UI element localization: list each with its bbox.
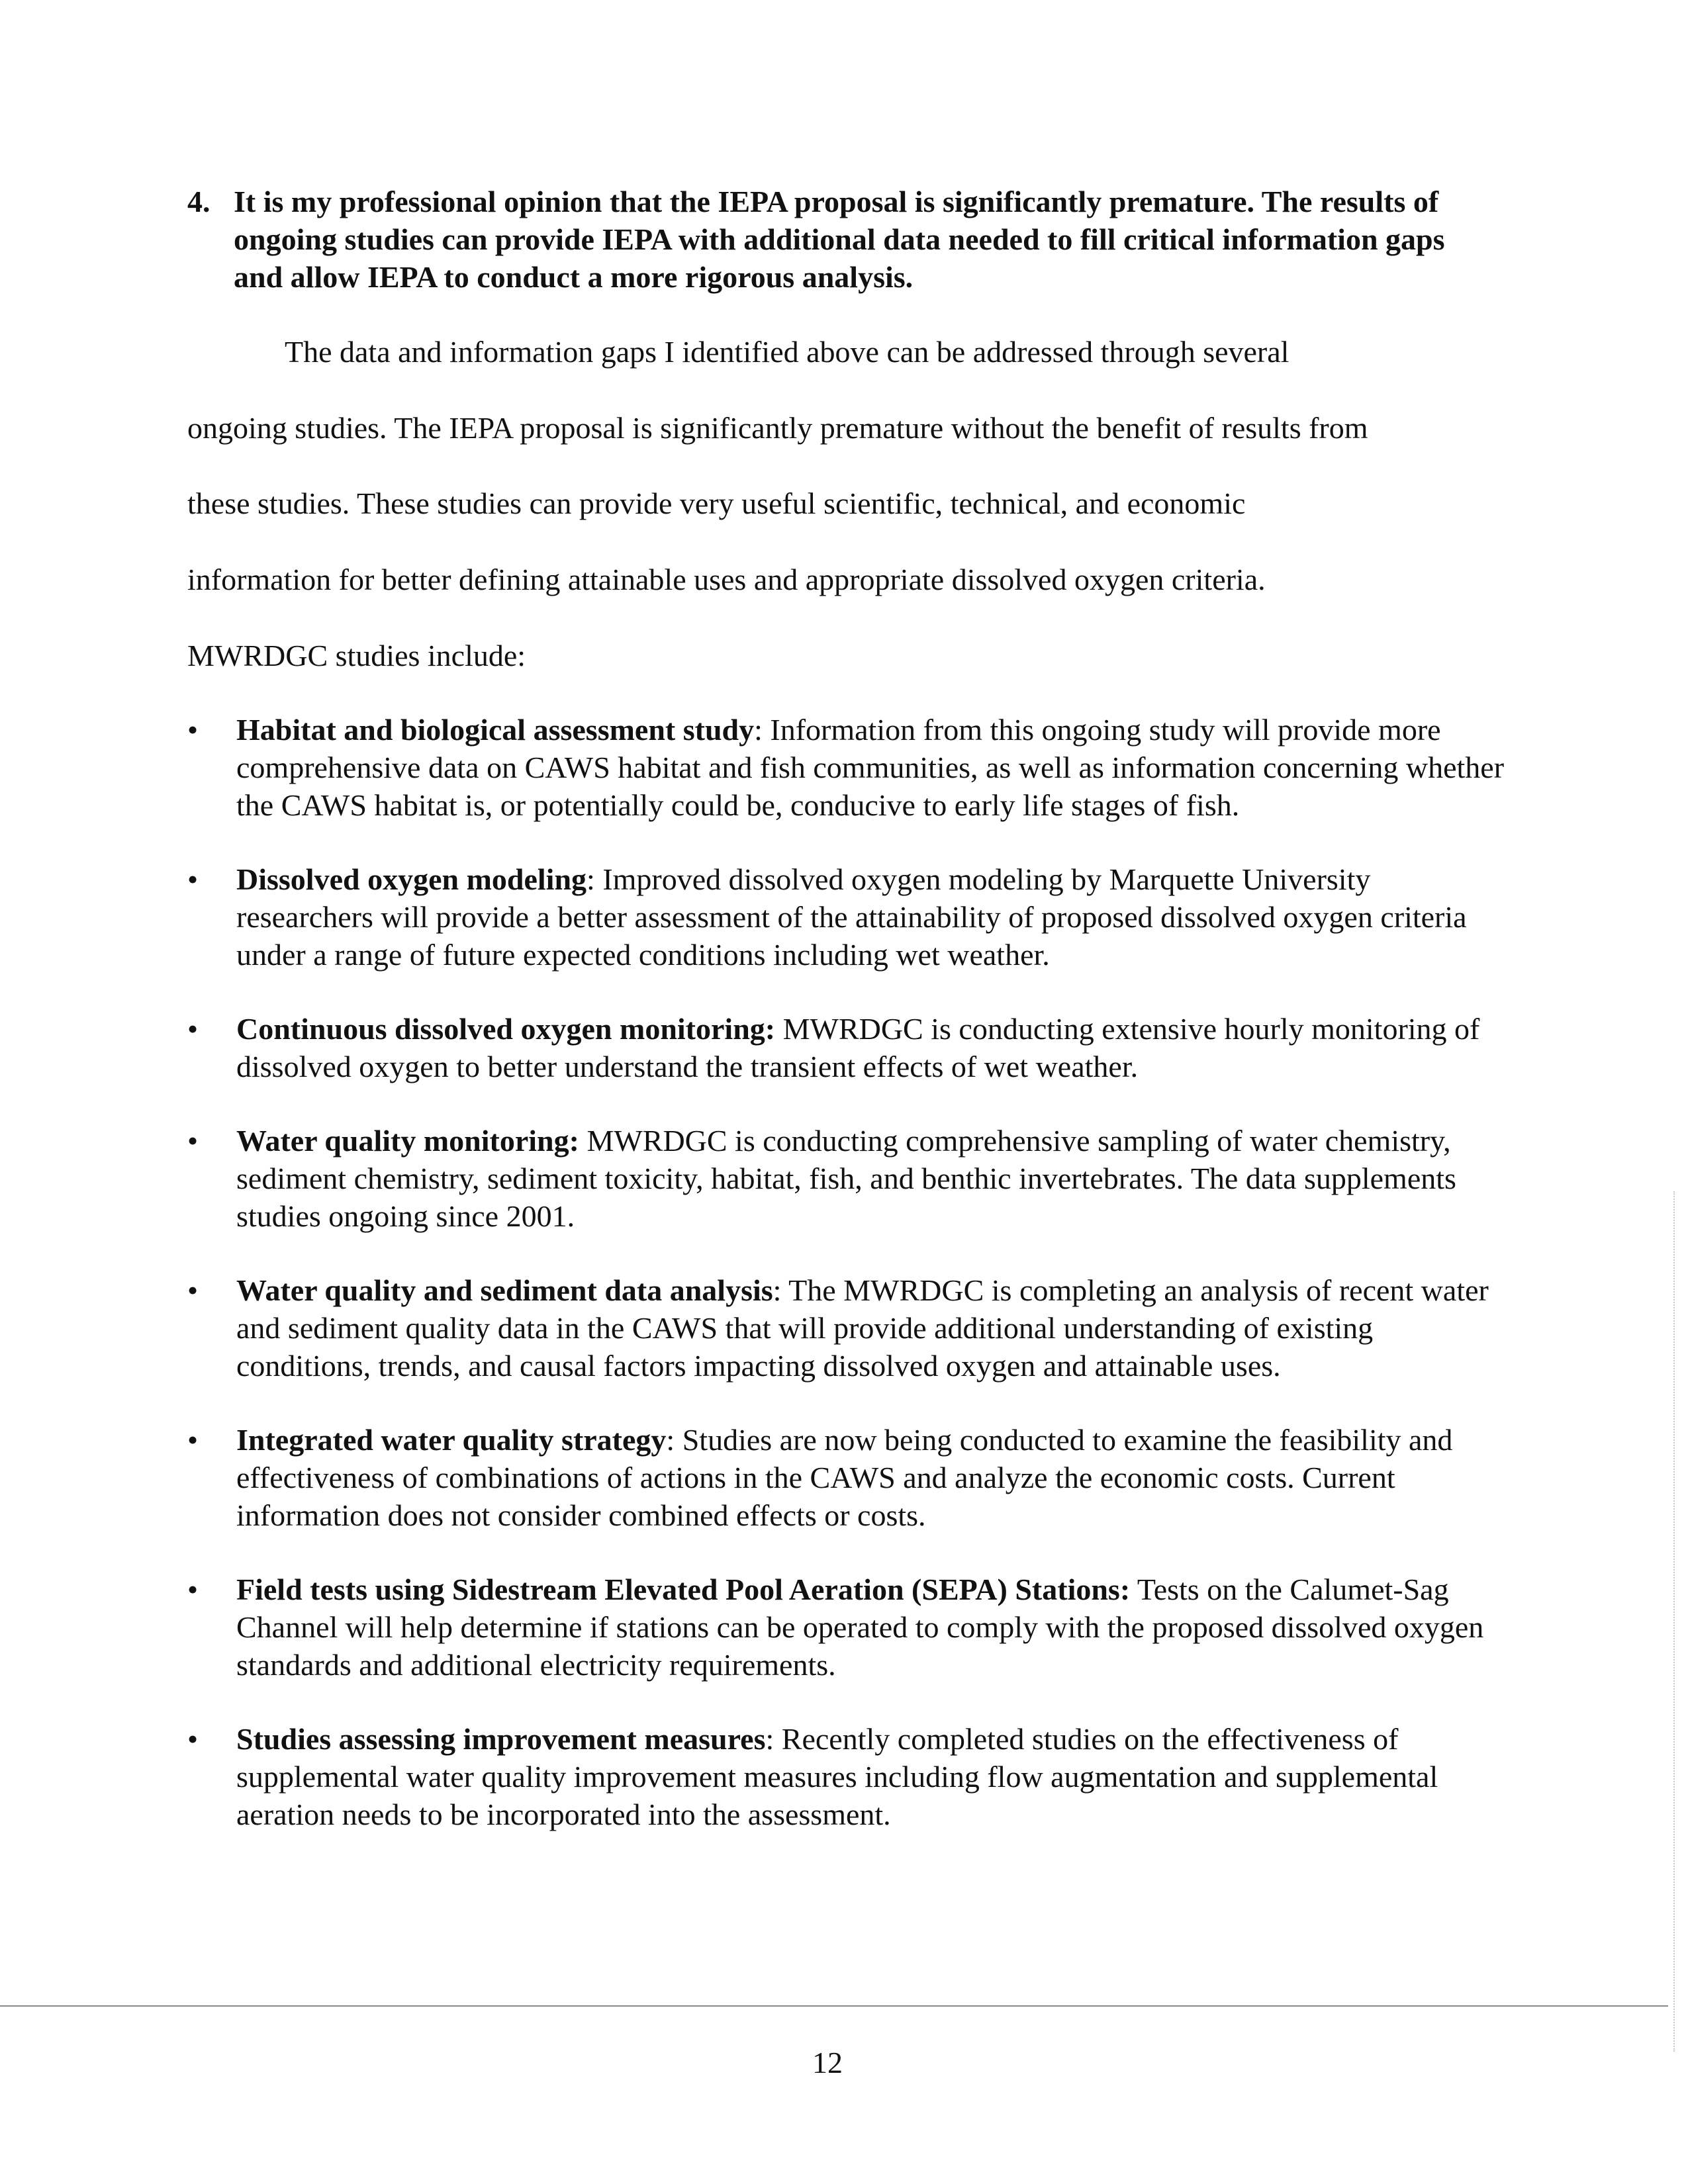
bullet-icon: • — [187, 1722, 199, 1756]
page-number: 12 — [812, 2046, 843, 2079]
list-item — [187, 711, 1511, 824]
list-item — [187, 1122, 1511, 1235]
study-description: : Recently completed studies on the effectiveness of supplemental water quality improvement measures including flow augmentation and supplemental aeration needs to be incorporated into the assessment. — [236, 1722, 1438, 1831]
paragraph-line-4: information for better defining attainable uses and appropriate dissolved oxygen criteria. — [187, 563, 1266, 596]
list-item — [187, 860, 1511, 974]
study-title: Habitat and biological assessment study — [236, 713, 755, 747]
list-intro: MWRDGC studies include: — [187, 639, 526, 672]
section-heading — [187, 183, 1498, 296]
study-description: MWRDGC is conducting extensive hourly monitoring of dissolved oxygen to better understand the transient effects of wet weather. — [236, 1012, 1480, 1083]
study-description: Tests on the Calumet-Sag Channel will help determine if stations can be operated to comply with the proposed dissolved oxygen standards and additional electricity requirements. — [236, 1572, 1484, 1682]
bullet-icon: • — [187, 713, 199, 747]
paragraph-line-3: these studies. These studies can provide very useful scientific, technical, and economic — [187, 486, 1246, 520]
list-item — [187, 1720, 1511, 1833]
bullet-icon: • — [187, 862, 199, 896]
study-description: : The MWRDGC is completing an analysis of recent water and sediment quality data in the CAWS that will provide additional understanding of existing conditions, trends, and causal factors impacting dissolved oxygen and attainable uses. — [236, 1273, 1489, 1383]
scan-edge-mark — [1672, 1191, 1675, 2052]
bullet-icon: • — [187, 1124, 199, 1158]
study-description: : Improved dissolved oxygen modeling by Marquette University researchers will provide a better assessment of the attainability of proposed dissolved oxygen criteria under a range of future expected conditions including wet weather. — [236, 862, 1467, 972]
studies-list — [187, 711, 1511, 1870]
study-title: Integrated water quality strategy — [236, 1423, 667, 1457]
study-title: Dissolved oxygen modeling — [236, 862, 587, 896]
bullet-icon: • — [187, 1273, 199, 1307]
study-title: Water quality monitoring: — [236, 1124, 579, 1158]
footer-divider — [0, 2005, 1668, 2007]
study-description: : Information from this ongoing study will provide more comprehensive data on CAWS habitat and fish communities, as well as information concerning whether the CAWS habitat is, or potentially could be, conducive to early life stages of fish. — [236, 713, 1505, 822]
section-heading-text: It is my professional opinion that the IEPA proposal is significantly premature. The results of ongoing studies can provide IEPA with additional data needed to fill critical information gaps and allow IEPA to conduct a more rigorous analysis. — [234, 185, 1445, 294]
list-item — [187, 1421, 1511, 1534]
study-title: Continuous dissolved oxygen monitoring: — [236, 1012, 776, 1046]
study-title: Water quality and sediment data analysis — [236, 1273, 773, 1307]
bullet-icon: • — [187, 1012, 199, 1046]
study-title: Studies assessing improvement measures — [236, 1722, 766, 1756]
section-number: 4. — [187, 185, 211, 218]
list-item — [187, 1271, 1511, 1385]
paragraph-line-1: The data and information gaps I identified above can be addressed through several — [285, 335, 1289, 369]
paragraph-line-2: ongoing studies. The IEPA proposal is significantly premature without the benefit of results from — [187, 411, 1368, 445]
list-item — [187, 1010, 1511, 1085]
study-description: MWRDGC is conducting comprehensive sampling of water chemistry, sediment chemistry, sediment toxicity, habitat, fish, and benthic invertebrates. The data supplements studies ongoing since 2001. — [236, 1124, 1456, 1233]
list-item — [187, 1570, 1511, 1684]
study-title: Field tests using Sidestream Elevated Pool Aeration (SEPA) Stations: — [236, 1572, 1131, 1606]
bullet-icon: • — [187, 1423, 199, 1457]
bullet-icon: • — [187, 1572, 199, 1606]
study-description: : Studies are now being conducted to examine the feasibility and effectiveness of combinations of actions in the CAWS and analyze the economic costs. Current information does not consider combined effects or costs. — [236, 1423, 1453, 1532]
